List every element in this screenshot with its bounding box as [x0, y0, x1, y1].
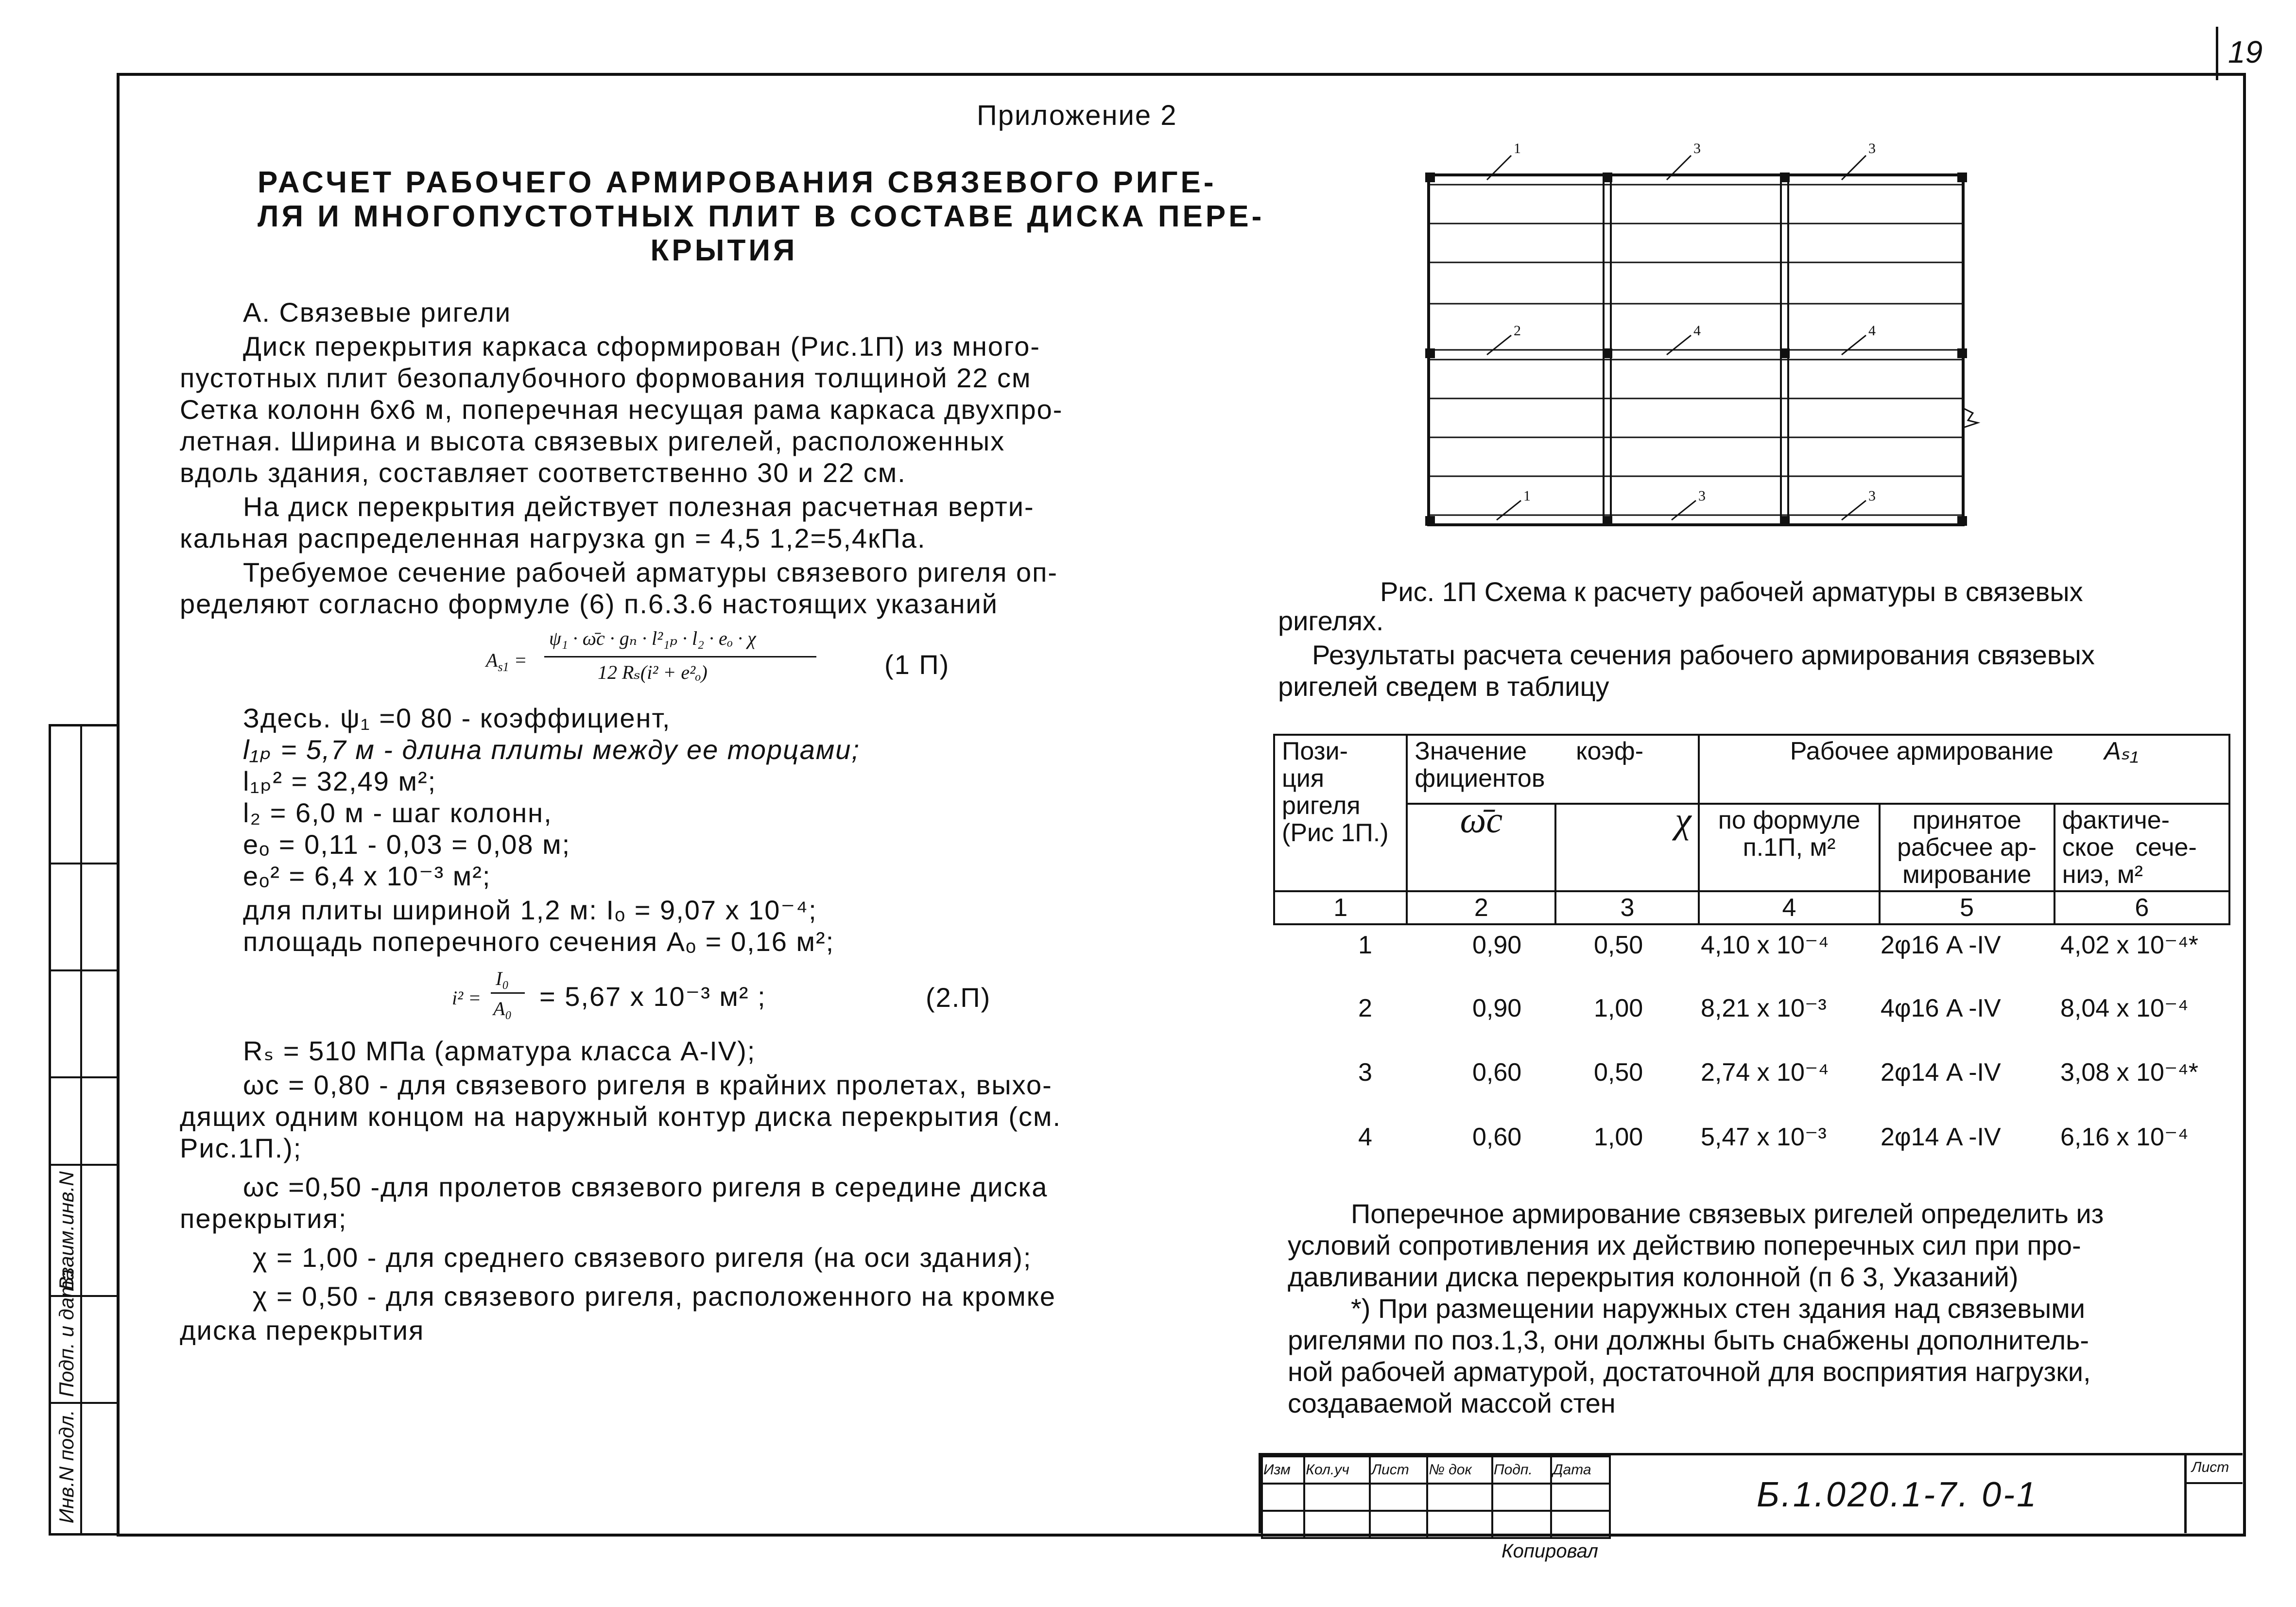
th-pos: Пози- — [1282, 737, 1348, 765]
cell: 3 — [1358, 1058, 1372, 1087]
body-line: Сетка колонн 6х6 м, поперечная несущая рама каркаса двухпро- — [180, 394, 1063, 425]
def2-line: перекрытия; — [180, 1203, 347, 1234]
cell: 0,60 — [1472, 1058, 1522, 1087]
stamp-col: Лист — [1370, 1456, 1427, 1484]
table-row — [1273, 931, 2230, 994]
def2-line: Рис.1П.); — [180, 1133, 302, 1163]
cell: 0,90 — [1472, 931, 1522, 959]
formula-1-lhs-sub: s1 — [498, 660, 509, 674]
cell: 1,00 — [1594, 1123, 1643, 1151]
caption-line: Рис. 1П Схема к расчету рабочей арматуры в связевых — [1380, 576, 2083, 607]
stamp-col: № док — [1427, 1456, 1492, 1484]
th-pos: (Рис 1П.) — [1282, 819, 1389, 847]
diagram-label: 3 — [1868, 140, 1876, 156]
body-line: На диск перекрытия действует полезная расчетная верти- — [243, 491, 1035, 522]
page-title-line-3: КРЫТИЯ — [650, 234, 798, 267]
def2-line: ωc =0,50 -для пролетов связевого ригеля в середине диска — [243, 1172, 1048, 1202]
formula-2-lhs: i² = — [452, 987, 482, 1009]
cell: 4,10 x 10⁻⁴ — [1701, 931, 1829, 959]
def-line: для плиты шириной 1,2 м: Iₒ = 9,07 x 10⁻⁴; — [243, 895, 817, 925]
floor-diagram — [1409, 136, 2089, 554]
cell: 5,47 x 10⁻³ — [1701, 1123, 1827, 1151]
formula-1: $A_{s1}$ = ψ₁ · ω̄c · gₙ · l²₁ₚ · l₂ · eₒ · χ 12 Rₛ(i² + e²ₒ) — [486, 627, 826, 695]
def2-line: дящих одним концом на наружный контур диска перекрытия (см. — [180, 1101, 1062, 1132]
def2-line: ωc = 0,80 - для связевого ригеля в крайних пролетах, выхо- — [243, 1070, 1053, 1100]
def2-line: χ = 1,00 - для среднего связевого ригеля (на оси здания); — [253, 1242, 1032, 1273]
diagram-label: 1 — [1523, 488, 1531, 504]
formula-1-numerator: ψ₁ · ω̄c · gₙ · l²₁ₚ · l₂ · eₒ · χ — [549, 627, 756, 649]
cell: 4 — [1358, 1123, 1372, 1151]
diagram-label: 1 — [1514, 140, 1521, 156]
diagram-label: 3 — [1868, 488, 1876, 504]
col-number: 2 — [1407, 891, 1555, 924]
col-number: 5 — [1880, 891, 2054, 924]
formula-1-label: (1 П) — [884, 649, 950, 680]
def-line: Здесь. ψ₁ =0 80 - коэффициент, — [243, 703, 671, 733]
body-line: ределяют согласно формуле (6) п.6.3.6 настоящих указаний — [180, 588, 999, 619]
def-line: eₒ = 0,11 - 0,03 = 0,08 м; — [243, 829, 571, 860]
cell: 2,74 x 10⁻⁴ — [1701, 1058, 1829, 1087]
results-table — [1273, 734, 2230, 925]
formula-2-denominator: A₀ — [493, 998, 512, 1019]
th-actual: ниэ, м² — [2062, 861, 2143, 889]
appendix-label: Приложение 2 — [977, 100, 1177, 131]
note-line: давливании диска перекрытия колонной (п 6 3, Указаний) — [1288, 1261, 2019, 1292]
footer-copied: Копировал — [1502, 1540, 1598, 1562]
side-stamp — [49, 724, 119, 1536]
stamp-col: Подп. — [1492, 1456, 1552, 1484]
col-number: 1 — [1274, 891, 1407, 924]
def2-line: χ = 0,50 - для связевого ригеля, расположенного на кромке — [253, 1281, 1056, 1312]
cell: 1 — [1358, 931, 1372, 959]
def2-line: диска перекрытия — [180, 1315, 425, 1346]
th-pos: ригеля — [1282, 792, 1361, 820]
cell: 8,04 x 10⁻⁴ — [2060, 994, 2189, 1022]
section-heading: А. Связевые ригели — [243, 297, 512, 328]
page-number: 19 — [2228, 35, 2263, 69]
diagram-label: 2 — [1514, 323, 1521, 339]
page-number-divider — [2216, 27, 2218, 80]
th-accepted: мирование — [1902, 861, 2032, 889]
diagram-label: 4 — [1868, 323, 1876, 339]
def-line: l₂ = 6,0 м - шаг колонн, — [243, 797, 552, 828]
note-line: создаваемой массой стен — [1288, 1388, 1616, 1418]
th-work: Рабочее армирование — [1790, 737, 2054, 765]
cell: 2φ14 A -IV — [1881, 1123, 2001, 1151]
col-number: 4 — [1699, 891, 1879, 924]
page-title-line-2: ЛЯ И МНОГОПУСТОТНЫХ ПЛИТ В СОСТАВЕ ДИСКА ПЕРЕ- — [258, 200, 1265, 233]
th-pos: ция — [1282, 764, 1324, 793]
body-line: кальная распределенная нагрузка gn = 4,5 1,2=5,4кПа. — [180, 523, 926, 553]
body-line: вдоль здания, составляет соответственно 30 и 22 см. — [180, 457, 906, 488]
diagram-label: 3 — [1693, 140, 1701, 156]
table-row — [1273, 994, 2230, 1057]
caption-line: Результаты расчета сечения рабочего армирования связевых — [1312, 639, 2095, 670]
th-work-symbol: Aₛ₁ — [2104, 737, 2139, 765]
cell: 0,50 — [1594, 931, 1643, 959]
def-line: площадь поперечного сечения Aₒ = 0,16 м²; — [243, 926, 835, 957]
th-accepted: принятое — [1912, 806, 2021, 834]
formula-2-numerator: I₀ — [496, 968, 509, 989]
cell: 0,60 — [1472, 1123, 1522, 1151]
formula-1-lhs: A — [486, 649, 498, 671]
th-coef: Значение коэф- — [1415, 737, 1644, 765]
def-line: l₁ₚ² = 32,49 м²; — [243, 766, 437, 796]
stamp-col: Кол.уч — [1304, 1456, 1370, 1484]
formula-1-denominator: 12 Rₛ(i² + e²ₒ) — [598, 661, 708, 683]
cell: 2φ16 A -IV — [1881, 931, 2001, 959]
diagram-label: 3 — [1698, 488, 1706, 504]
def-line: eₒ² = 6,4 x 10⁻³ м²; — [243, 861, 491, 891]
diagram-label: 4 — [1693, 323, 1701, 339]
note-line: условий сопротивления их действию поперечных сил при про- — [1288, 1230, 2081, 1261]
note-line: Поперечное армирование связевых ригелей определить из — [1351, 1198, 2104, 1229]
body-line: летная. Ширина и высота связевых ригелей, расположенных — [180, 426, 1005, 456]
formula-2-label: (2.П) — [926, 982, 991, 1013]
page-title-line-1: РАСЧЕТ РАБОЧЕГО АРМИРОВАНИЯ СВЯЗЕВОГО РИГЕ- — [258, 166, 1217, 199]
def2-line: Rₛ = 510 МПа (арматура класса A-IV); — [243, 1036, 756, 1066]
caption-line: ригелях. — [1278, 605, 1384, 636]
th-omega: ω̄c — [1407, 804, 1555, 891]
side-label-inv: Инв.N подл. — [55, 1410, 78, 1523]
body-line: Диск перекрытия каркаса сформирован (Рис.1П) из много- — [243, 331, 1041, 362]
table-row — [1273, 1058, 2230, 1121]
cell: 3,08 x 10⁻⁴* — [2060, 1058, 2198, 1087]
def-line: l₁ₚ = 5,7 м - длина плиты между ее торцами; — [243, 734, 860, 765]
th-chi: χ — [1555, 804, 1699, 891]
cell: 2φ14 A -IV — [1881, 1058, 2001, 1087]
caption-line: ригелей сведем в таблицу — [1278, 671, 1609, 702]
title-block — [1259, 1453, 2243, 1533]
cell: 2 — [1358, 994, 1372, 1022]
th-actual: ское сече- — [2062, 833, 2197, 862]
note-line: ной рабочей арматурой, достаточной для восприятия нагрузки, — [1288, 1356, 2091, 1387]
body-line: пустотных плит безопалубочного формования толщиной 22 см — [180, 363, 1032, 393]
th-formula: п.1П, м² — [1743, 833, 1836, 862]
side-label-vzaim: Взаим.инв.N — [55, 1171, 78, 1290]
table-row — [1273, 1123, 2230, 1186]
body-line: Требуемое сечение рабочей арматуры связевого ригеля оп- — [243, 557, 1058, 588]
col-number: 6 — [2054, 891, 2229, 924]
cell: 0,90 — [1472, 994, 1522, 1022]
th-actual: фактиче- — [2062, 806, 2170, 834]
cell: 4,02 x 10⁻⁴* — [2060, 931, 2198, 959]
cell: 8,21 x 10⁻³ — [1701, 994, 1827, 1022]
cell: 0,50 — [1594, 1058, 1643, 1087]
sheet-label: Лист — [2192, 1459, 2229, 1475]
note-line: ригелями по поз.1,3, они должны быть снабжены дополнитель- — [1288, 1325, 2089, 1355]
note-line: *) При размещении наружных стен здания над связевыми — [1351, 1293, 2085, 1324]
cell: 1,00 — [1594, 994, 1643, 1022]
side-label-sign: Подп. и дата — [55, 1269, 78, 1397]
th-coef: фициентов — [1415, 764, 1545, 793]
doc-code: Б.1.020.1-7. 0-1 — [1757, 1475, 2038, 1514]
formula-2 — [452, 967, 841, 1030]
stamp-col: Дата — [1551, 1456, 1610, 1484]
cell: 4φ16 A -IV — [1881, 994, 2001, 1022]
th-accepted: рабсчее ар- — [1897, 833, 2037, 862]
stamp-col: Изм — [1262, 1456, 1304, 1484]
cell: 6,16 x 10⁻⁴ — [2060, 1123, 2189, 1151]
th-formula: по формуле — [1718, 806, 1861, 834]
formula-2-rhs: = 5,67 x 10⁻³ м² ; — [539, 981, 766, 1012]
col-number: 3 — [1555, 891, 1699, 924]
